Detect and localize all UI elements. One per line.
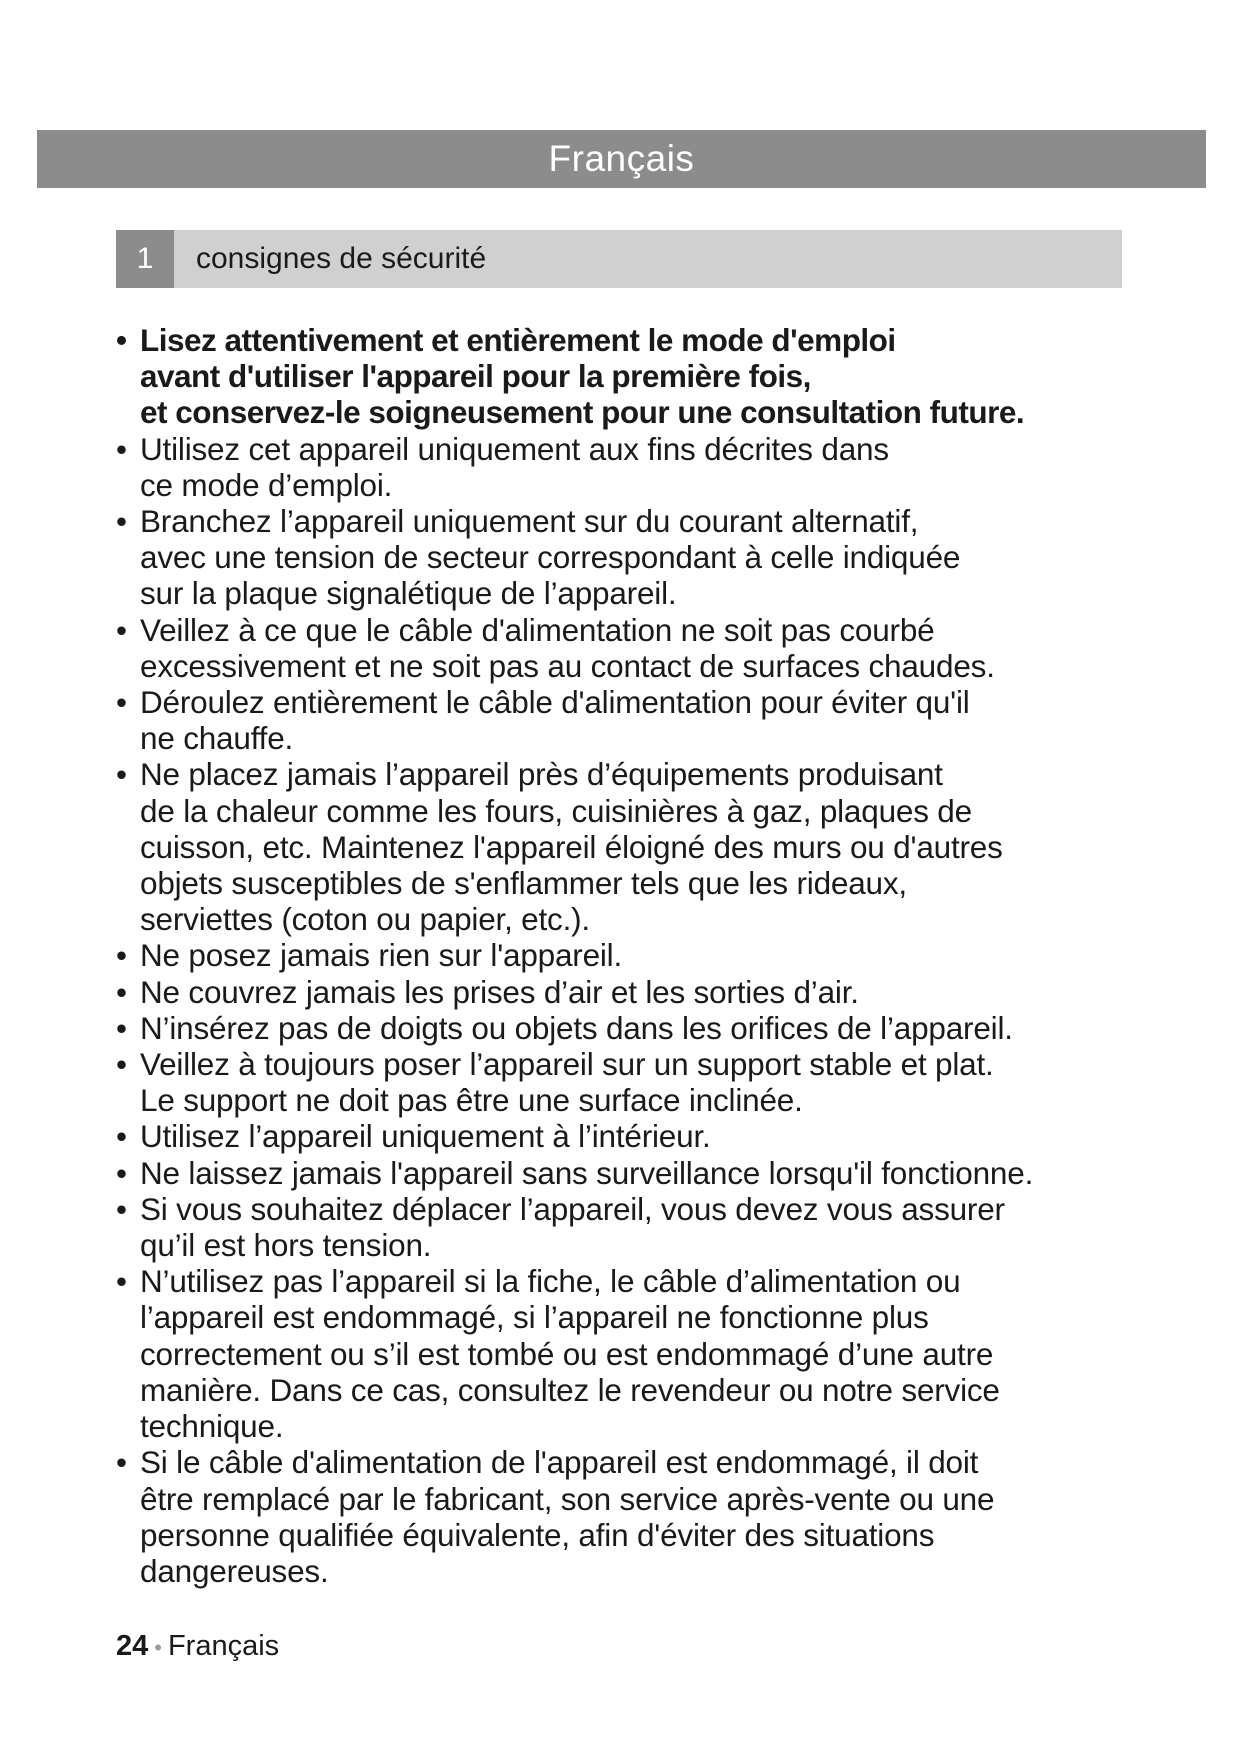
safety-item-line: technique.: [140, 1408, 284, 1445]
safety-item-line: ne chauffe.: [140, 720, 294, 757]
safety-item: [116, 1010, 1126, 1046]
safety-item-line: sur la plaque signalétique de l’appareil.: [140, 575, 677, 612]
safety-item-line: qu’il est hors tension.: [140, 1227, 432, 1264]
page-number: 24: [116, 1630, 149, 1662]
safety-item-line: • Si le câble d'alimentation de l'appareil est endommagé, il doit: [140, 1444, 979, 1481]
safety-item-line: • Si vous souhaitez déplacer l’appareil, vous devez vous assurer: [140, 1190, 1005, 1227]
safety-item: [116, 1191, 1126, 1263]
safety-item-line: • Lisez attentivement et entièrement le mode d'emploi: [140, 322, 896, 358]
safety-item-line: avant d'utiliser l'appareil pour la première fois,: [140, 358, 811, 395]
safety-item-line: manière. Dans ce cas, consultez le revendeur ou notre service: [140, 1371, 1000, 1408]
safety-item-line: excessivement et ne soit pas au contact de surfaces chaudes.: [140, 647, 995, 684]
safety-item-line: l’appareil est endommagé, si l’appareil ne fonctionne plus: [140, 1299, 929, 1336]
page-footer: [116, 1630, 279, 1663]
safety-item: [116, 1046, 1126, 1118]
footer-language: Français: [167, 1630, 280, 1662]
safety-item-line: • N’insérez pas de doigts ou objets dans les orifices de l’appareil.: [140, 1009, 1013, 1046]
safety-item-line: et conservez-le soigneusement pour une consultation future.: [140, 394, 1025, 431]
safety-item: [116, 1444, 1126, 1589]
safety-item: [116, 684, 1126, 756]
safety-item-line: • Déroulez entièrement le câble d'alimentation pour éviter qu'il: [140, 684, 970, 721]
language-banner: Français: [37, 130, 1206, 188]
safety-item-line: personne qualifiée équivalente, afin d'éviter des situations: [140, 1516, 935, 1553]
safety-item-line: avec une tension de secteur correspondant à celle indiquée: [140, 539, 961, 576]
safety-item: [116, 431, 1126, 503]
safety-item-line: • Veillez à ce que le câble d'alimentation ne soit pas courbé: [140, 611, 935, 648]
safety-item-line: • Ne posez jamais rien sur l'appareil.: [140, 937, 623, 974]
safety-item-line: cuisson, etc. Maintenez l'appareil éloigné des murs ou d'autres: [140, 828, 1003, 865]
safety-item-line: de la chaleur comme les fours, cuisinières à gaz, plaques de: [140, 792, 972, 829]
safety-item-line: ce mode d’emploi.: [140, 466, 393, 503]
section-title: consignes de sécurité: [196, 242, 487, 275]
safety-item-line: • N’utilisez pas l’appareil si la fiche, le câble d’alimentation ou: [140, 1263, 961, 1300]
safety-item: [116, 503, 1126, 612]
safety-item-line: • Ne placez jamais l’appareil près d’équipements produisant: [140, 756, 943, 793]
safety-item-line: être remplacé par le fabricant, son service après-vente ou une: [140, 1480, 995, 1517]
safety-item: [116, 1118, 1126, 1154]
safety-item: [116, 612, 1126, 684]
safety-item-line: dangereuses.: [140, 1552, 329, 1589]
safety-item: [116, 1263, 1126, 1444]
safety-item: [116, 756, 1126, 937]
safety-item: [116, 322, 1126, 431]
safety-item-line: objets susceptibles de s'enflammer tels que les rideaux,: [140, 865, 907, 902]
safety-item-line: • Utilisez cet appareil uniquement aux fins décrites dans: [140, 430, 889, 467]
safety-instructions-list: [116, 322, 1126, 1589]
safety-item-line: serviettes (coton ou papier, etc.).: [140, 901, 590, 938]
footer-separator: •: [154, 1635, 162, 1660]
safety-item-line: • Branchez l’appareil uniquement sur du courant alternatif,: [140, 503, 919, 540]
safety-item-line: • Veillez à toujours poser l’appareil sur un support stable et plat.: [140, 1046, 994, 1083]
section-header: [116, 230, 1122, 288]
safety-item-line: • Ne laissez jamais l'appareil sans surveillance lorsqu'il fonctionne.: [140, 1154, 1034, 1191]
section-number: 1: [116, 230, 174, 288]
safety-item-line: Le support ne doit pas être une surface inclinée.: [140, 1082, 803, 1119]
safety-item: [116, 974, 1126, 1010]
safety-item-line: correctement ou s’il est tombé ou est endommagé d’une autre: [140, 1335, 994, 1372]
safety-item: [116, 1155, 1126, 1191]
safety-item: [116, 937, 1126, 973]
safety-item-line: • Ne couvrez jamais les prises d’air et les sorties d’air.: [140, 973, 859, 1010]
safety-item-line: • Utilisez l’appareil uniquement à l’intérieur.: [140, 1118, 711, 1155]
